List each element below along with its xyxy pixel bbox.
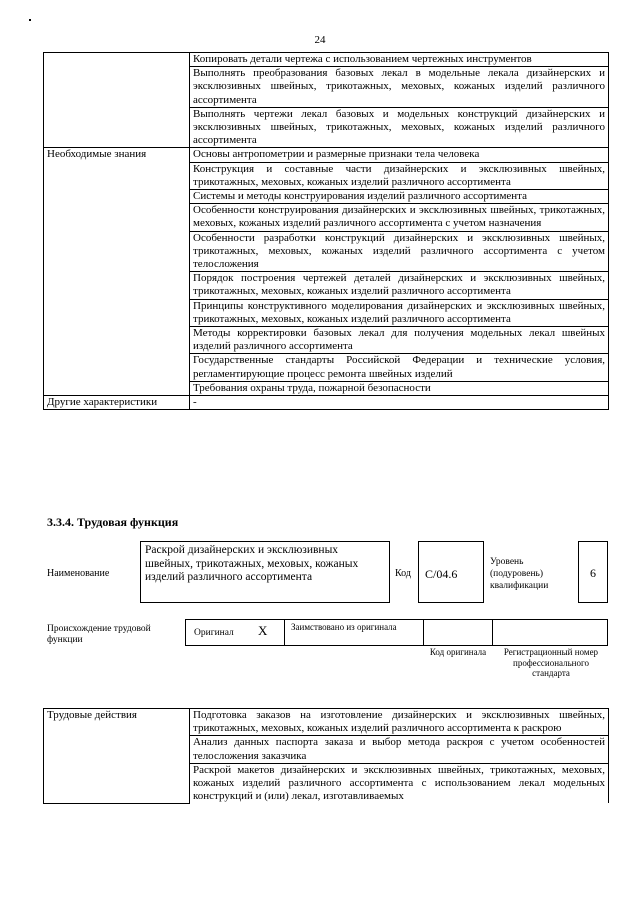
table-row xyxy=(44,709,609,736)
original-cell xyxy=(185,619,285,646)
original-label: Оригинал xyxy=(194,628,234,638)
knowledge-cell: Требования охраны труда, пожарной безопасности xyxy=(190,381,609,395)
level-label: Уровень (подуровень) квалификации xyxy=(490,557,549,591)
other-characteristics-value: - xyxy=(190,396,609,410)
knowledge-label: Необходимые знания xyxy=(44,148,190,396)
knowledge-cell: Системы и методы конструирования изделий различного ассортимента xyxy=(190,190,609,204)
knowledge-cell: Особенности разработки конструкций дизайнерских и эксклюзивных швейных, трикотажных, меховых, кожаных изделий различного ассортимента с учетом телосложения xyxy=(190,231,609,272)
knowledge-cell: Порядок построения чертежей деталей дизайнерских и эксклюзивных швейных, трикотажных, меховых, кожаных изделий различного ассортимента xyxy=(190,272,609,299)
skill-cell: Выполнять преобразования базовых лекал в модельные лекала дизайнерских и эксклюзивных швейных, трикотажных, меховых, кожаных изделий различного ассортимента xyxy=(190,67,609,108)
name-label: Наименование xyxy=(47,568,110,579)
function-code-box: C/04.6 xyxy=(418,541,484,603)
labor-actions-table xyxy=(43,708,609,804)
borrowed-label: Заимствовано из оригинала xyxy=(291,622,397,632)
knowledge-cell: Принципы конструктивного моделирования дизайнерских и эксклюзивных швейных, трикотажных, меховых, кожаных изделий различного ассортимента xyxy=(190,299,609,326)
knowledge-cell: Особенности конструирования дизайнерских и эксклюзивных швейных, трикотажных, меховых, кожаных изделий различного ассортимента с учетом назначения xyxy=(190,204,609,231)
action-cell: Раскрой макетов дизайнерских и эксклюзивных швейных, трикотажных, меховых, кожаных изделий различного ассортимента с использованием лекал модельных конструкций и (или) лекал, изготавливаемых xyxy=(190,763,609,803)
skill-cell: Копировать детали чертежа с использованием чертежных инструментов xyxy=(190,53,609,67)
reg-caption: Регистрационный номер профессионального стандарта xyxy=(503,647,599,678)
other-characteristics-label: Другие характеристики xyxy=(44,396,190,410)
skill-cell: Выполнять чертежи лекал базовых и модельных конструкций дизайнерских и эксклюзивных швейных, трикотажных, меховых, кожаных изделий различного ассортимента xyxy=(190,107,609,148)
knowledge-cell: Основы антропометрии и размерные признаки тела человека xyxy=(190,148,609,162)
original-mark: X xyxy=(258,623,268,638)
origin-label: Происхождение трудовой функции xyxy=(47,624,151,645)
table-row xyxy=(44,396,609,410)
knowledge-cell: Методы корректировки базовых лекал для получения модельных лекал швейных изделий различного ассортимента xyxy=(190,327,609,354)
level-box: 6 xyxy=(578,541,608,603)
borrowed-cell xyxy=(284,619,424,646)
table-row xyxy=(44,53,609,67)
code-caption: Код оригинала xyxy=(429,647,487,657)
code-label: Код xyxy=(395,568,411,579)
labor-actions-label: Трудовые действия xyxy=(44,709,190,804)
action-cell: Анализ данных паспорта заказа и выбор метода раскроя с учетом особенностей телосложения заказчика xyxy=(190,736,609,763)
skills-knowledge-table xyxy=(43,52,609,410)
reg-number-cell xyxy=(492,619,608,646)
function-name-box: Раскрой дизайнерских и эксклюзивных швейных, трикотажных, меховых, кожаных изделий различного ассортимента xyxy=(140,541,390,603)
scan-speck xyxy=(29,19,31,21)
empty-label-cell xyxy=(44,53,190,148)
table-row xyxy=(44,148,609,162)
knowledge-cell: Государственные стандарты Российской Федерации и технические условия, регламентирующие процесс ремонта швейных изделий xyxy=(190,354,609,381)
action-cell: Подготовка заказов на изготовление дизайнерских и эксклюзивных швейных, трикотажных, меховых, кожаных изделий различного ассортимента к раскрою xyxy=(190,709,609,736)
section-heading: 3.3.4. Трудовая функция xyxy=(47,515,179,529)
knowledge-cell: Конструкция и составные части дизайнерских и эксклюзивных швейных, трикотажных, меховых, кожаных изделий различного ассортимента xyxy=(190,162,609,189)
original-code-cell xyxy=(423,619,493,646)
page-number: 24 xyxy=(314,34,326,46)
